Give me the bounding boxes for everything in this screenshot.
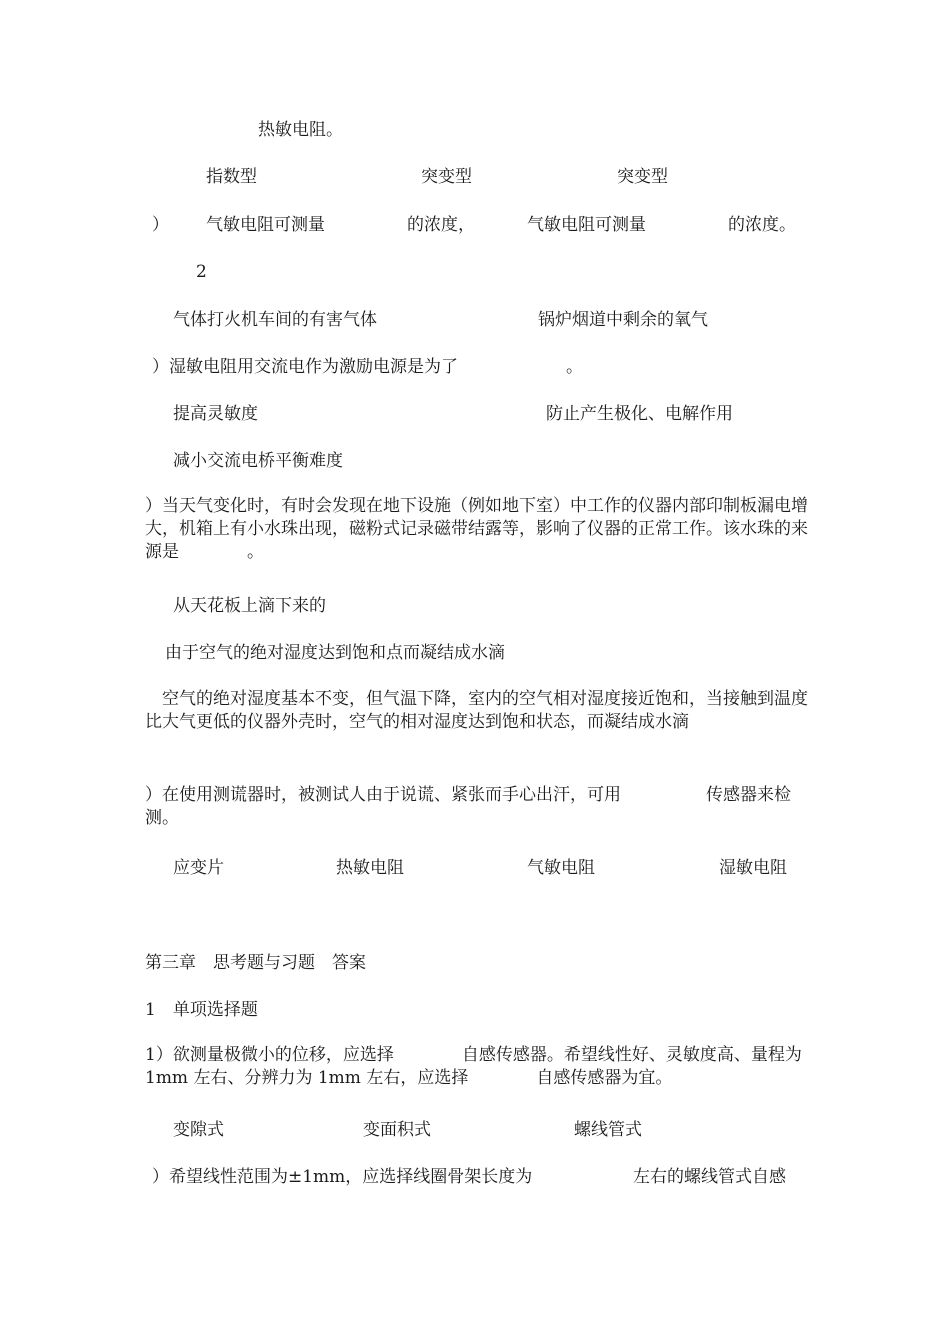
question-text: 1）欲测量极微小的位移，应选择 自感传感器。希望线性好、灵敏度高、量程为 1mm 左右、分辨力为 1mm 左右，应选择 自感传感器为宜。 [145, 1045, 802, 1088]
option-b: 变面积式 [363, 1120, 431, 1140]
text-fragment: 。 [566, 357, 583, 377]
option-a: 提高灵敏度 [173, 404, 258, 424]
option-c: 气敏电阻 [527, 858, 595, 878]
text-fragment: ） [152, 215, 169, 235]
option-a: 从天花板上滴下来的 [173, 596, 326, 616]
option-c: 减小交流电桥平衡难度 [173, 451, 343, 471]
text-fragment: 气敏电阻可测量 [527, 215, 646, 235]
option-b: 突变型 [421, 167, 472, 187]
option-d: 湿敏电阻 [719, 858, 787, 878]
option-a: 变隙式 [173, 1120, 224, 1140]
option-b: 热敏电阻 [336, 858, 404, 878]
text-fragment: 的浓度。 [728, 215, 796, 235]
section-heading: 1 单项选择题 [145, 1000, 258, 1020]
option-b: 防止产生极化、电解作用 [546, 404, 733, 424]
question-number: 2 [196, 262, 207, 282]
question-text: ）在使用测谎器时，被测试人由于说谎、紧张而手心出汗，可用 传感器来检测。 [145, 785, 791, 828]
question-text: ）当天气变化时，有时会发现在地下设施（例如地下室）中工作的仪器内部印制板漏电增大，机箱上有小水珠出现，磁粉式记录磁带结露等，影响了仪器的正常工作。该水珠的来源是 。 [145, 496, 808, 562]
option-b: 由于空气的绝对湿度达到饱和点而凝结成水滴 [165, 643, 505, 663]
option-c: 空气的绝对湿度基本不变，但气温下降，室内的空气相对湿度接近饱和，当接触到温度比大气更低的仪器外壳时，空气的相对湿度达到饱和状态，而凝结成水滴 [145, 689, 808, 732]
text-fragment: 的浓度， [407, 215, 475, 235]
option-c: 螺线管式 [574, 1120, 642, 1140]
chapter-heading: 第三章 思考题与习题 答案 [145, 953, 366, 973]
option-a: 指数型 [206, 167, 257, 187]
question-text: ）湿敏电阻用交流电作为激励电源是为了 [152, 357, 458, 377]
option-b: 锅炉烟道中剩余的氧气 [538, 310, 708, 330]
option-a: 气体打火机车间的有害气体 [173, 310, 377, 330]
option-a: 应变片 [173, 858, 224, 878]
option-c: 突变型 [617, 167, 668, 187]
text-fragment: 左右的螺线管式自感 [633, 1167, 786, 1187]
text-line: 热敏电阻。 [258, 120, 343, 140]
text-fragment: 气敏电阻可测量 [206, 215, 325, 235]
question-text: ）希望线性范围为±1mm，应选择线圈骨架长度为 [152, 1167, 533, 1187]
